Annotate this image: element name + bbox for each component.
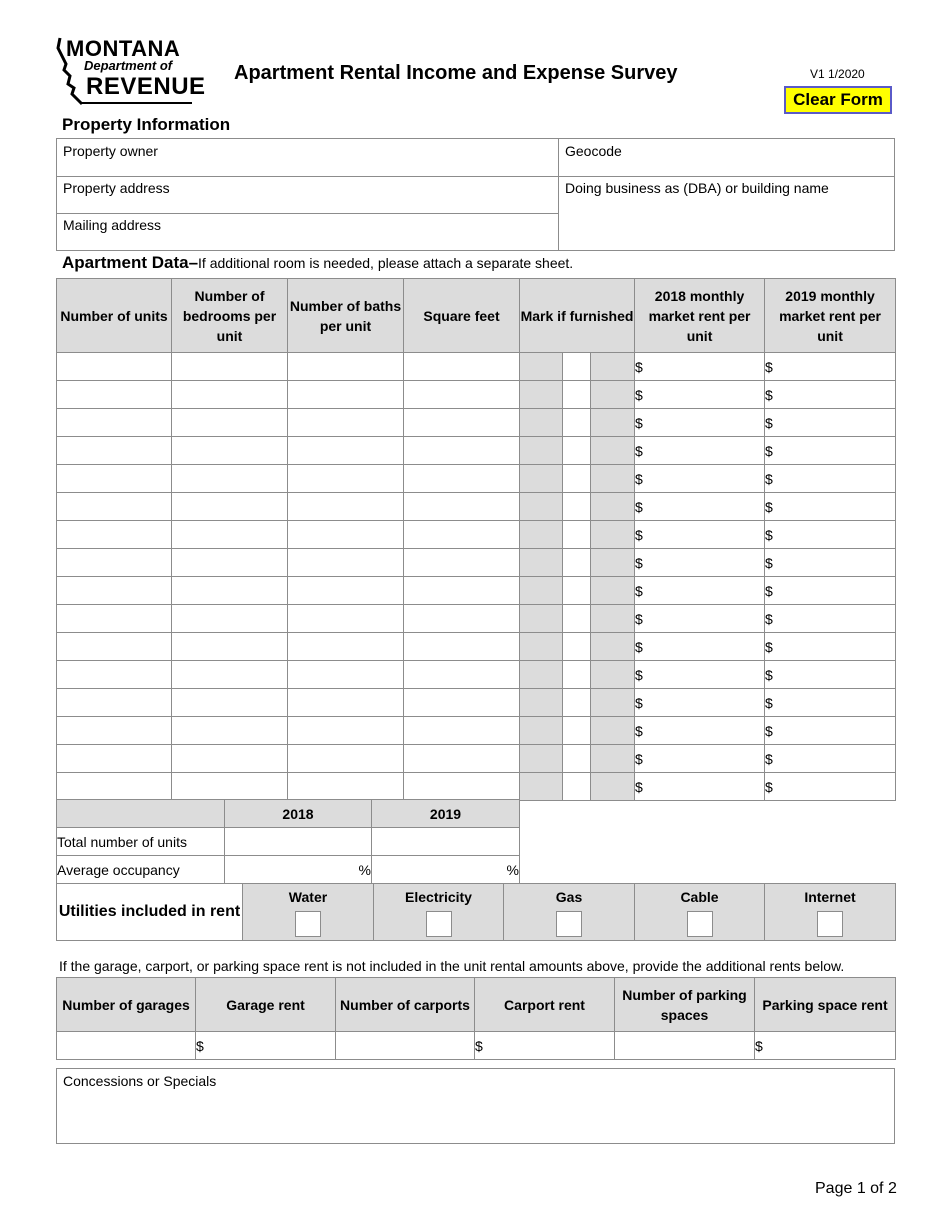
property-address-field[interactable] [57,176,559,214]
furnished-checkbox[interactable] [563,437,591,465]
furnished-checkbox-left [520,717,563,745]
furnished-checkbox-left [520,689,563,717]
furnished-checkbox-right [591,633,635,661]
dollar-sign: $ [635,722,643,739]
rent-2018-input[interactable] [635,605,765,633]
furnished-checkbox-right [591,605,635,633]
rent-2018-input[interactable] [635,689,765,717]
baths-input[interactable] [288,381,404,409]
dollar-sign: $ [635,470,643,487]
dollar-sign: $ [635,414,643,431]
units-input[interactable] [57,437,172,465]
utility-cable-label: Cable [680,889,719,905]
furnished-checkbox-left [520,633,563,661]
bedrooms-input[interactable] [172,689,288,717]
furnished-checkbox-left [520,745,563,773]
bedrooms-input[interactable] [172,633,288,661]
dba-field[interactable] [559,176,894,250]
furnished-checkbox[interactable] [563,521,591,549]
avg-occupancy-2018-input[interactable] [225,856,372,884]
utility-gas-checkbox[interactable] [556,911,582,937]
apartment-data-title: Apartment Data– [62,253,199,272]
bedrooms-input[interactable] [172,381,288,409]
furnished-checkbox[interactable] [563,577,591,605]
total-units-2019-input[interactable] [372,828,520,856]
utility-electricity-label: Electricity [405,889,472,905]
furnished-checkbox[interactable] [563,409,591,437]
dollar-sign: $ [635,666,643,683]
apartment-data-table [56,278,896,801]
apartment-row [57,465,896,493]
avg-occupancy-row [57,856,520,884]
rent-2019-input[interactable] [765,521,896,549]
square-feet-input[interactable] [404,465,520,493]
furnished-checkbox-right [591,661,635,689]
dollar-sign: $ [635,386,643,403]
furnished-checkbox[interactable] [563,773,591,801]
furnished-checkbox[interactable] [563,605,591,633]
rent-2018-input[interactable] [635,717,765,745]
property-info-box [56,138,895,251]
number-of-carports-input[interactable] [336,1032,475,1060]
baths-input[interactable] [288,689,404,717]
furnished-checkbox-right [591,409,635,437]
baths-input[interactable] [288,521,404,549]
furnished-checkbox-right [591,745,635,773]
bedrooms-input[interactable] [172,661,288,689]
baths-input[interactable] [288,745,404,773]
utilities-table [56,883,896,941]
dollar-sign: $ [765,666,773,683]
baths-input[interactable] [288,577,404,605]
dollar-sign: $ [765,694,773,711]
col-number-of-carports: Number of carports [336,978,475,1032]
dollar-sign: $ [475,1037,483,1054]
parking-header-row [57,978,896,1032]
furnished-checkbox-left [520,493,563,521]
rent-2019-input[interactable] [765,661,896,689]
dollar-sign: $ [765,554,773,571]
dollar-sign: $ [765,750,773,767]
dollar-sign: $ [765,638,773,655]
rent-2019-input[interactable] [765,381,896,409]
col-number-of-units: Number of units [57,279,172,353]
apartment-row [57,745,896,773]
totals-year-2018: 2018 [225,800,372,828]
apartment-data-body [57,353,896,801]
square-feet-input[interactable] [404,549,520,577]
apartment-row [57,633,896,661]
furnished-checkbox-right [591,465,635,493]
dollar-sign: $ [635,638,643,655]
dollar-sign: $ [765,778,773,795]
rent-2018-input[interactable] [635,773,765,801]
baths-input[interactable] [288,493,404,521]
furnished-checkbox-right [591,437,635,465]
mailing-address-label: Mailing address [63,217,162,233]
bedrooms-input[interactable] [172,493,288,521]
square-feet-input[interactable] [404,773,520,801]
apartment-header-row [57,279,896,353]
furnished-checkbox-right [591,689,635,717]
apartment-row [57,381,896,409]
dollar-sign: $ [196,1037,204,1054]
dollar-sign: $ [765,470,773,487]
units-input[interactable] [57,521,172,549]
dollar-sign: $ [765,582,773,599]
baths-input[interactable] [288,409,404,437]
avg-occupancy-2019-input[interactable] [372,856,520,884]
garage-rent-input[interactable] [196,1032,336,1060]
rent-2018-input[interactable] [635,661,765,689]
dollar-sign: $ [635,358,643,375]
square-feet-input[interactable] [404,605,520,633]
col-mark-if-furnished: Mark if furnished [520,279,635,353]
apartment-row [57,437,896,465]
utilities-row [57,884,896,941]
dollar-sign: $ [635,610,643,627]
geocode-field[interactable] [559,139,894,177]
total-units-2018-input[interactable] [225,828,372,856]
units-input[interactable] [57,717,172,745]
furnished-checkbox[interactable] [563,381,591,409]
apartment-row [57,353,896,381]
dollar-sign: $ [635,526,643,543]
totals-table [56,799,520,884]
bedrooms-input[interactable] [172,605,288,633]
bedrooms-input[interactable] [172,773,288,801]
parking-input-row [57,1032,896,1060]
apartment-data-heading [62,253,573,273]
utility-gas [504,884,635,941]
apartment-row [57,717,896,745]
page-number: Page 1 of 2 [815,1180,897,1197]
apartment-row [57,521,896,549]
dollar-sign: $ [635,442,643,459]
rent-2019-input[interactable] [765,605,896,633]
furnished-checkbox[interactable] [563,633,591,661]
rent-2018-input[interactable] [635,577,765,605]
units-input[interactable] [57,549,172,577]
bedrooms-input[interactable] [172,521,288,549]
rent-2019-input[interactable] [765,549,896,577]
utility-cable [635,884,765,941]
square-feet-input[interactable] [404,381,520,409]
rent-2018-input[interactable] [635,745,765,773]
furnished-checkbox-left [520,465,563,493]
dollar-sign: $ [755,1037,763,1054]
rent-2018-input[interactable] [635,633,765,661]
totals-year-2019: 2019 [372,800,520,828]
utility-electricity-checkbox[interactable] [426,911,452,937]
geocode-label: Geocode [565,143,622,159]
square-feet-input[interactable] [404,437,520,465]
rent-2019-input[interactable] [765,409,896,437]
square-feet-input[interactable] [404,577,520,605]
units-input[interactable] [57,381,172,409]
parking-space-rent-input[interactable] [755,1032,896,1060]
rent-2018-input[interactable] [635,353,765,381]
percent-sign: % [506,861,519,878]
bedrooms-input[interactable] [172,465,288,493]
furnished-checkbox-right [591,493,635,521]
utility-water-label: Water [288,889,328,905]
dollar-sign: $ [635,554,643,571]
units-input[interactable] [57,661,172,689]
rent-2019-input[interactable] [765,353,896,381]
furnished-checkbox-left [520,661,563,689]
clear-form-button[interactable]: Clear Form [784,86,892,114]
furnished-checkbox[interactable] [563,465,591,493]
rent-2018-input[interactable] [635,465,765,493]
apartment-row [57,577,896,605]
utility-water-checkbox[interactable] [295,911,321,937]
logo-underline [82,102,192,104]
baths-input[interactable] [288,661,404,689]
furnished-checkbox-right [591,353,635,381]
bedrooms-input[interactable] [172,745,288,773]
total-units-row [57,828,520,856]
rent-2019-input[interactable] [765,633,896,661]
square-feet-input[interactable] [404,633,520,661]
baths-input[interactable] [288,717,404,745]
square-feet-input[interactable] [404,717,520,745]
utility-electricity [374,884,504,941]
utility-water [243,884,374,941]
logo-department-text: Department of [84,58,173,73]
col-number-of-garages: Number of garages [57,978,196,1032]
col-baths-per-unit: Number of baths per unit [288,279,404,353]
baths-input[interactable] [288,605,404,633]
utility-internet-checkbox[interactable] [817,911,843,937]
square-feet-input[interactable] [404,745,520,773]
rent-2019-input[interactable] [765,577,896,605]
dollar-sign: $ [765,498,773,515]
dollar-sign: $ [765,414,773,431]
col-number-of-parking-spaces: Number of parking spaces [615,978,755,1032]
dollar-sign: $ [765,722,773,739]
dollar-sign: $ [635,778,643,795]
furnished-checkbox-right [591,577,635,605]
dollar-sign: $ [765,526,773,543]
totals-header-row [57,800,520,828]
units-input[interactable] [57,689,172,717]
col-bedrooms-per-unit: Number of bedrooms per unit [172,279,288,353]
furnished-checkbox[interactable] [563,745,591,773]
apartment-row [57,773,896,801]
concessions-field[interactable] [56,1068,895,1144]
square-feet-input[interactable] [404,493,520,521]
parking-note: If the garage, carport, or parking space rent is not included in the unit rental amounts above, provide the additional rents below. [59,958,845,974]
furnished-checkbox[interactable] [563,689,591,717]
baths-input[interactable] [288,549,404,577]
furnished-checkbox-right [591,549,635,577]
dollar-sign: $ [765,610,773,627]
apartment-row [57,549,896,577]
apartment-row [57,689,896,717]
version-label: V1 1/2020 [810,67,865,81]
avg-occupancy-label: Average occupancy [57,856,225,884]
furnished-checkbox-left [520,409,563,437]
units-input[interactable] [57,605,172,633]
col-2018-rent: 2018 monthly market rent per unit [635,279,765,353]
apartment-row [57,661,896,689]
square-feet-input[interactable] [404,521,520,549]
furnished-checkbox-right [591,381,635,409]
dollar-sign: $ [765,442,773,459]
bedrooms-input[interactable] [172,353,288,381]
baths-input[interactable] [288,465,404,493]
furnished-checkbox-left [520,353,563,381]
dba-label: Doing business as (DBA) or building name [565,180,829,196]
dollar-sign: $ [765,386,773,403]
bedrooms-input[interactable] [172,549,288,577]
baths-input[interactable] [288,437,404,465]
furnished-checkbox-right [591,773,635,801]
furnished-checkbox-left [520,521,563,549]
units-input[interactable] [57,493,172,521]
units-input[interactable] [57,633,172,661]
utility-gas-label: Gas [555,889,583,905]
total-units-label: Total number of units [57,828,225,856]
units-input[interactable] [57,577,172,605]
furnished-checkbox-left [520,381,563,409]
baths-input[interactable] [288,633,404,661]
bedrooms-input[interactable] [172,409,288,437]
utility-internet [765,884,896,941]
furnished-checkbox-left [520,577,563,605]
units-input[interactable] [57,465,172,493]
units-input[interactable] [57,745,172,773]
bedrooms-input[interactable] [172,717,288,745]
apartment-row [57,605,896,633]
property-owner-label: Property owner [63,143,158,159]
furnished-checkbox[interactable] [563,493,591,521]
baths-input[interactable] [288,773,404,801]
property-owner-field[interactable] [57,139,559,177]
rent-2018-input[interactable] [635,549,765,577]
baths-input[interactable] [288,353,404,381]
furnished-checkbox[interactable] [563,549,591,577]
furnished-checkbox-left [520,773,563,801]
bedrooms-input[interactable] [172,577,288,605]
rent-2019-input[interactable] [765,465,896,493]
logo-revenue-text: REVENUE [86,73,206,100]
rent-2019-input[interactable] [765,717,896,745]
square-feet-input[interactable] [404,689,520,717]
square-feet-input[interactable] [404,353,520,381]
rent-2019-input[interactable] [765,773,896,801]
utility-internet-label: Internet [804,889,856,905]
dollar-sign: $ [635,582,643,599]
units-input[interactable] [57,353,172,381]
number-of-garages-input[interactable] [57,1032,196,1060]
apartment-row [57,409,896,437]
logo-montana-text: MONTANA [66,36,181,61]
property-info-title: Property Information [62,115,231,134]
dollar-sign: $ [765,358,773,375]
furnished-checkbox-right [591,521,635,549]
col-garage-rent: Garage rent [196,978,336,1032]
dollar-sign: $ [635,498,643,515]
rent-2019-input[interactable] [765,437,896,465]
col-carport-rent: Carport rent [475,978,615,1032]
percent-sign: % [358,861,371,878]
property-address-label: Property address [63,180,170,196]
page-title: Apartment Rental Income and Expense Survey [234,62,678,84]
col-parking-space-rent: Parking space rent [755,978,896,1032]
col-square-feet: Square feet [404,279,520,353]
furnished-checkbox-left [520,437,563,465]
rent-2018-input[interactable] [635,409,765,437]
apartment-data-note: If additional room is needed, please attach a separate sheet. [198,255,574,271]
furnished-checkbox[interactable] [563,661,591,689]
furnished-checkbox-right [591,717,635,745]
furnished-checkbox[interactable] [563,353,591,381]
apartment-row [57,493,896,521]
bedrooms-input[interactable] [172,437,288,465]
rent-2018-input[interactable] [635,493,765,521]
montana-dor-logo [54,36,206,108]
rent-2019-input[interactable] [765,493,896,521]
square-feet-input[interactable] [404,409,520,437]
rent-2018-input[interactable] [635,437,765,465]
totals-corner-cell [57,800,225,828]
utilities-label: Utilities included in rent [57,884,243,941]
dollar-sign: $ [635,750,643,767]
units-input[interactable] [57,773,172,801]
parking-table [56,977,896,1060]
carport-rent-input[interactable] [475,1032,615,1060]
concessions-label: Concessions or Specials [63,1073,217,1089]
square-feet-input[interactable] [404,661,520,689]
col-2019-rent: 2019 monthly market rent per unit [765,279,896,353]
furnished-checkbox-left [520,549,563,577]
rent-2018-input[interactable] [635,381,765,409]
furnished-checkbox[interactable] [563,717,591,745]
units-input[interactable] [57,409,172,437]
furnished-checkbox-left [520,605,563,633]
rent-2019-input[interactable] [765,745,896,773]
number-of-parking-spaces-input[interactable] [615,1032,755,1060]
dollar-sign: $ [635,694,643,711]
mailing-address-field[interactable] [57,213,559,250]
rent-2019-input[interactable] [765,689,896,717]
rent-2018-input[interactable] [635,521,765,549]
utility-cable-checkbox[interactable] [687,911,713,937]
